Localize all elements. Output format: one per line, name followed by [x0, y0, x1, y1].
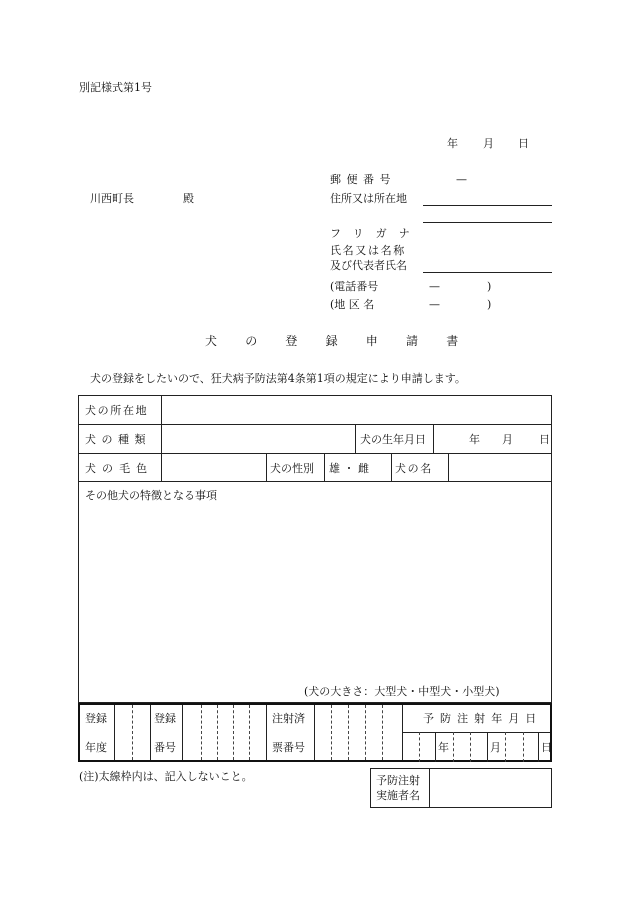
furigana-label: フリガナ: [330, 227, 422, 240]
dog-name-field[interactable]: [449, 454, 551, 481]
address-line-1[interactable]: [423, 205, 552, 206]
vaccinator-label-1: 予防注射: [376, 774, 420, 787]
representative-label: 及び代表者氏名: [330, 259, 407, 272]
ticket-number-label-1: 注射済: [272, 712, 305, 725]
features-field[interactable]: [79, 482, 551, 702]
footnote: (注)太線枠内は、記入しないこと。: [79, 770, 253, 783]
vaccinator-label-2: 実施者名: [376, 789, 420, 802]
phone-label: (電話番号: [330, 280, 379, 293]
addressee-name: 川西町長: [90, 192, 134, 205]
vac-year-label: 年: [438, 741, 449, 754]
dog-color-label: 犬の毛色: [85, 461, 154, 475]
postal-code-dash: —: [456, 173, 467, 186]
reg-number-label-1: 登録: [154, 712, 176, 725]
dog-color-field[interactable]: [162, 454, 265, 481]
birth-year-label: 年: [469, 433, 480, 446]
dog-size-note[interactable]: (犬の大きさ：大型犬・中型犬・小型犬): [304, 685, 500, 698]
addressee-honorific: 殿: [183, 192, 194, 205]
date-month-label: 月: [483, 137, 494, 150]
reg-year-label-2: 年度: [85, 741, 107, 754]
vaccination-date-label: 予防注射年月日: [423, 712, 543, 725]
row-location: [79, 396, 551, 425]
intro-text: 犬の登録をしたいので、狂犬病予防法第4条第1項の規定により申請します。: [90, 372, 466, 385]
dog-birth-label: 犬の生年月日: [360, 433, 426, 446]
dog-location-label: 犬の所在地: [85, 404, 149, 417]
reg-number-label-2: 番号: [154, 741, 176, 754]
birth-day-label: 日: [539, 433, 550, 446]
form-title: 犬の登録申請書: [205, 334, 487, 348]
dog-breed-field[interactable]: [162, 425, 354, 453]
ticket-number-label-2: 票番号: [272, 741, 305, 754]
district-dash: —: [429, 298, 440, 311]
reg-year-label-1: 登録: [85, 712, 107, 725]
form-number: 別記様式第1号: [79, 81, 152, 94]
phone-close: ): [487, 280, 492, 293]
address-label: 住所又は所在地: [330, 192, 407, 205]
features-label: その他犬の特徴となる事項: [85, 489, 217, 502]
postal-code-label: 郵便番号: [330, 173, 396, 186]
row-color: [79, 454, 551, 482]
row-breed: [79, 425, 551, 454]
official-use-box: [78, 703, 552, 762]
district-label: (地 区 名: [330, 298, 375, 311]
name-label: 氏名又は名称: [330, 244, 406, 257]
dog-location-field[interactable]: [162, 396, 551, 424]
name-line[interactable]: [423, 272, 552, 273]
dog-sex-label: 犬の性別: [270, 461, 314, 475]
district-close: ): [487, 298, 492, 311]
dog-name-label: 犬の名: [395, 461, 433, 475]
application-table: [78, 395, 552, 703]
vaccinator-box: [370, 768, 552, 808]
date-year-label: 年: [447, 137, 458, 150]
dog-sex-options[interactable]: 雄 ・ 雌: [329, 461, 369, 475]
phone-dash: —: [429, 280, 440, 293]
vaccinator-name-field[interactable]: [430, 769, 551, 807]
date-day-label: 日: [518, 137, 529, 150]
vac-month-label: 月: [490, 741, 501, 754]
address-line-2[interactable]: [423, 222, 552, 223]
dog-breed-label: 犬の種類: [85, 433, 151, 446]
vac-day-label: 日: [541, 741, 552, 754]
birth-month-label: 月: [502, 433, 513, 446]
